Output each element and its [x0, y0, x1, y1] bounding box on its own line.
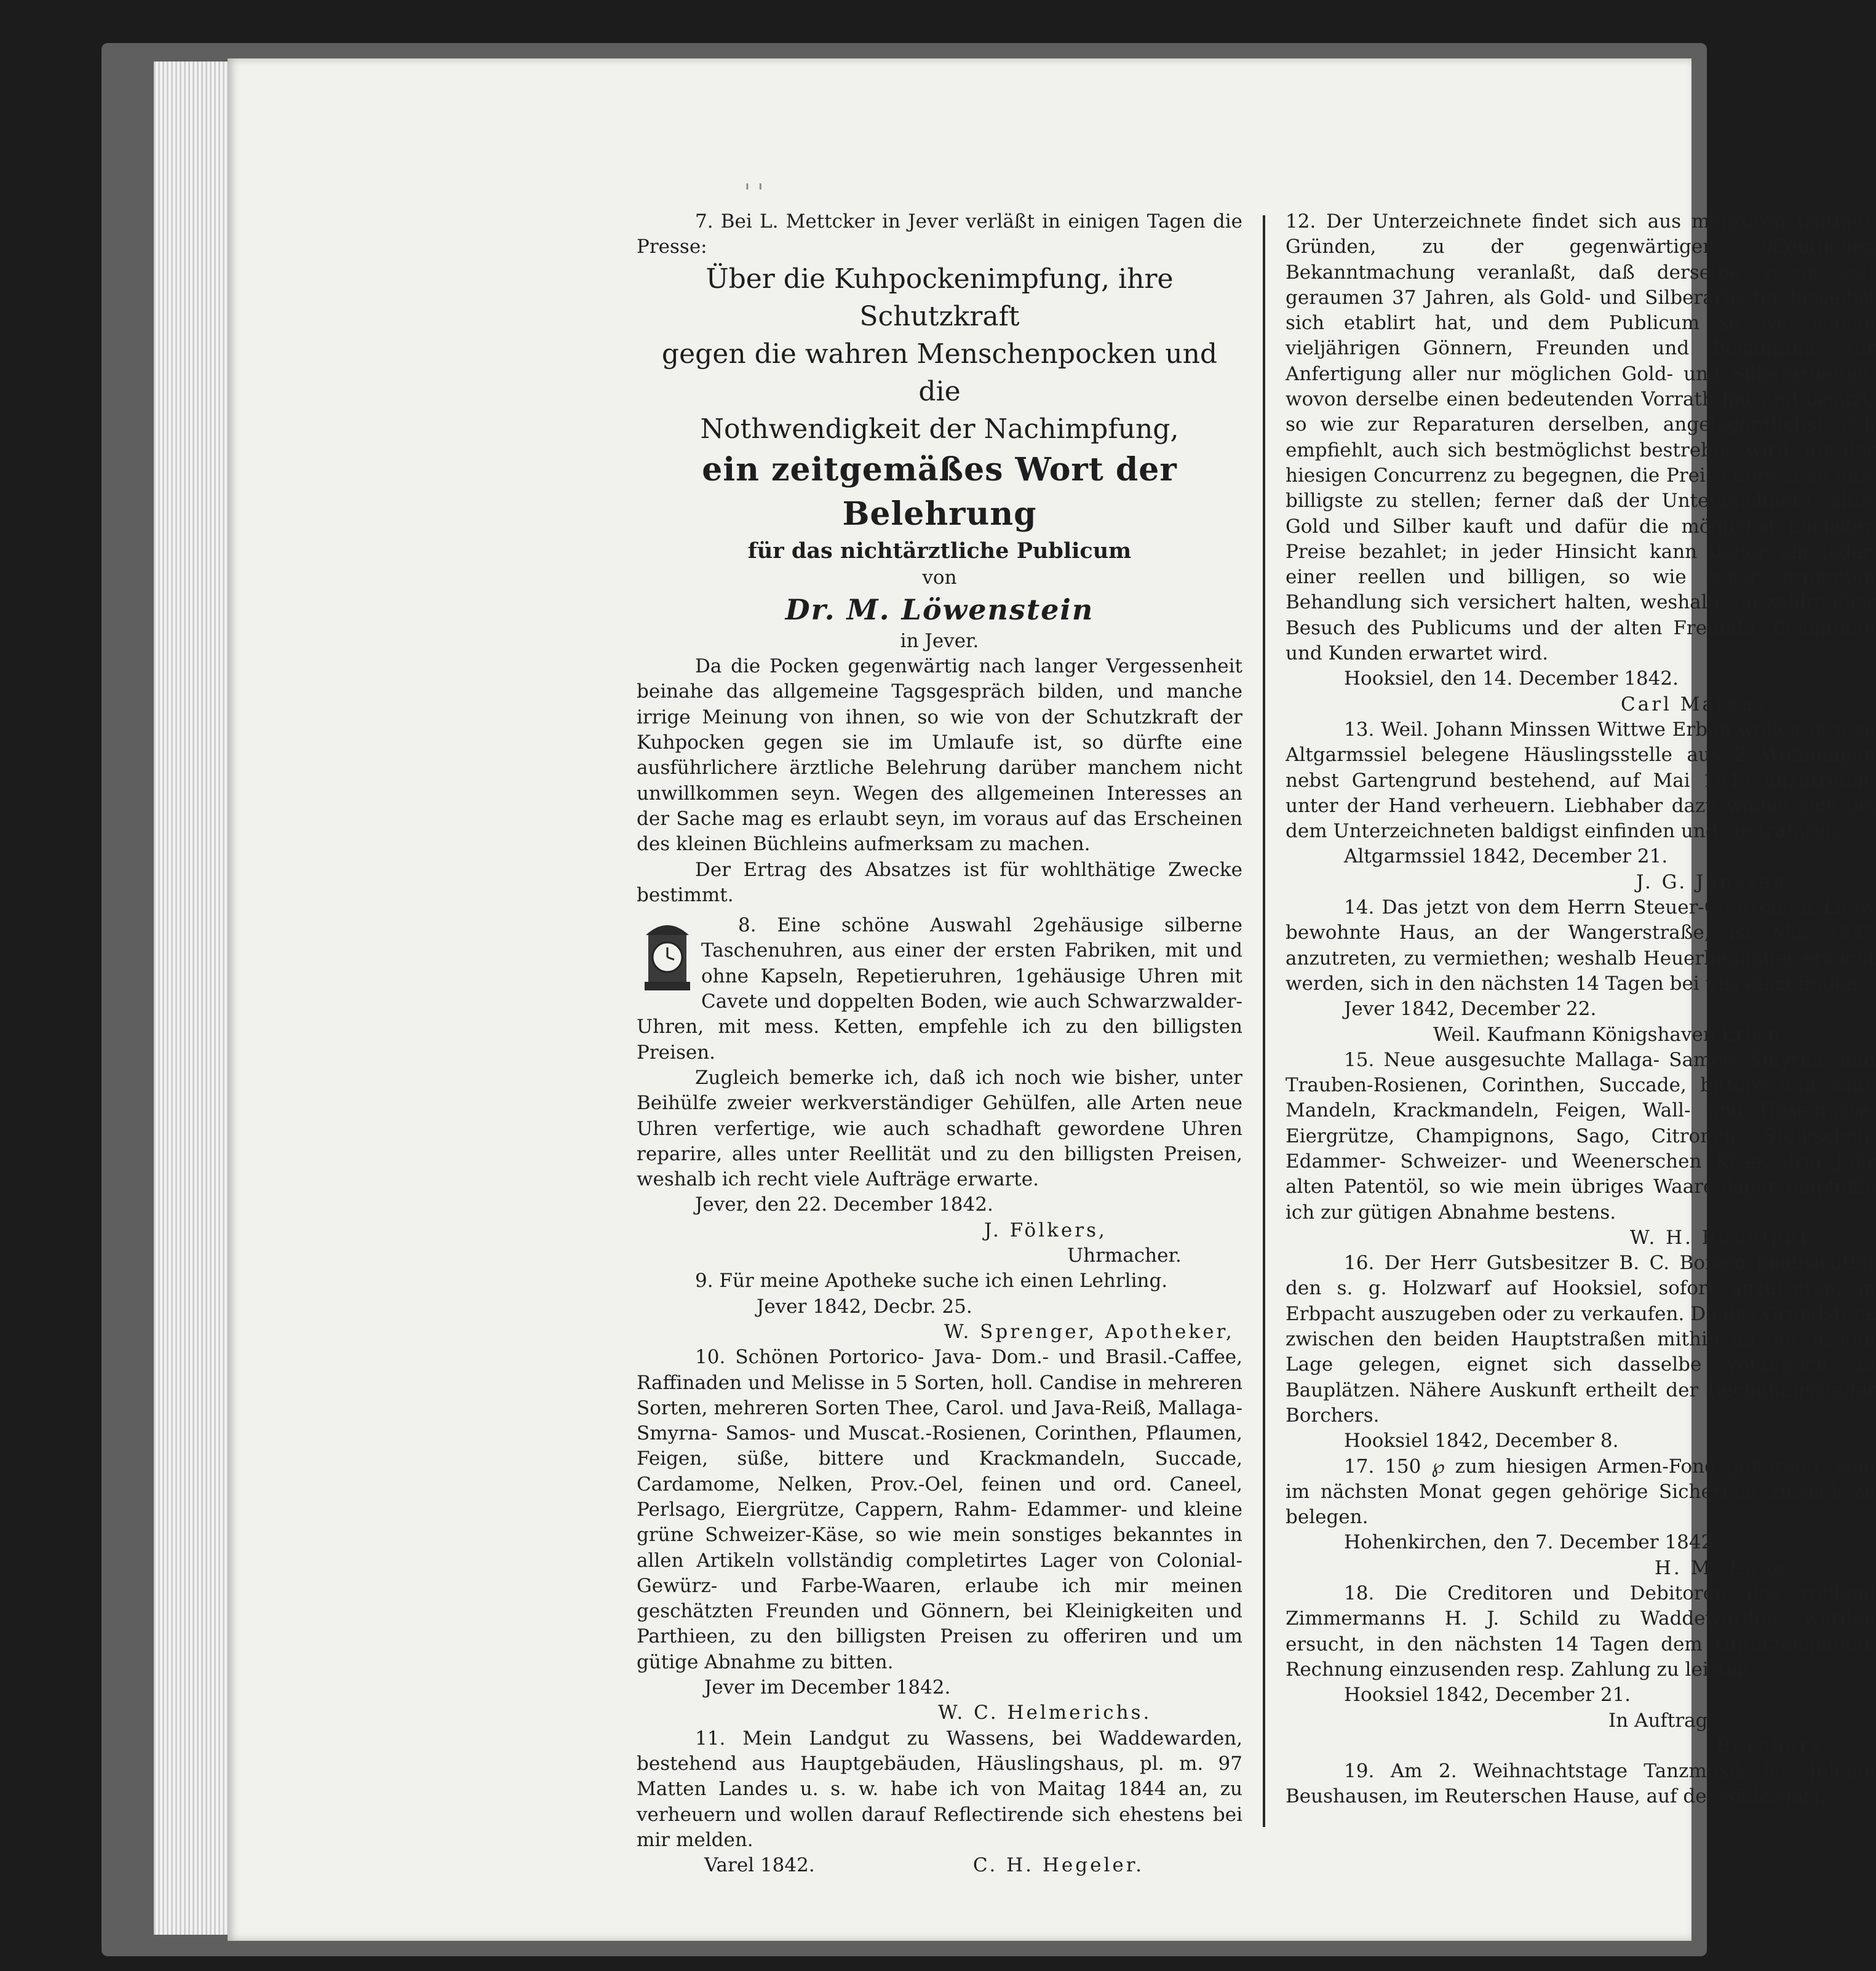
notice-13 [1286, 717, 1876, 895]
notice-14 [1286, 895, 1876, 1048]
blackletter-title: ein zeitgemäßes Wort der Belehrung [702, 450, 1177, 533]
notice-14-signature: Weil. Kaufmann Königshaven Erben. [1433, 1023, 1787, 1046]
notice-13-signature: J. G. Janssen. [1636, 870, 1796, 893]
notice-10 [637, 1345, 1242, 1726]
notice-7 [637, 209, 1242, 908]
title-line-1: Über die Kuhpockenimpfung, ihre Schutzkraft [705, 263, 1174, 332]
notice-11 [637, 1726, 1242, 1879]
left-column [637, 209, 1242, 1878]
notice-14-date: Jever 1842, December 22. [1344, 998, 1597, 1021]
notice-18-date: Hooksiel 1842, December 21. [1344, 1684, 1631, 1706]
page-edges [154, 62, 234, 1935]
notice-10-body: 10. Schönen Portorico- Java- Dom.- und Brasil.-Caffee, Raffinaden und Melisse in 5 Sorten, holl. Candise in mehreren Sorten, mehreren Sorten Thee, Carol. und Java-Reiß, Mallaga- Smyrna- Samos- und Muscat.-Rosienen, Corinthen, Pflaumen, Feigen, süße, bittere und Krackmandeln, Succade, Cardamome, Nelken, Prov.-Oel, feinen und ord. Caneel, Perlsago, Eiergrütze, Cappern, Rahm- Edammer- und kleine grüne Schweizer-Käse, so wie mein sonstiges bekanntes in allen Artikeln vollständig completirtes Lager von Colonial- Gewürz- und Farbe-Waaren, erlaube ich mir meinen geschätzten Freunden und Gönnern, bei Kleinigkeiten und Parthieen, zu den billigsten Preisen zu offeriren und um gütige Abnahme zu bitten. [637, 1346, 1242, 1673]
title-line-2: gegen die wahren Menschenpocken und die [661, 338, 1218, 407]
author-place: in Jever. [900, 629, 979, 652]
notice-16-date: Hooksiel 1842, December 8. [1344, 1430, 1619, 1452]
notice-18-signature: In Auftrag [1608, 1709, 1708, 1732]
newspaper-page [228, 58, 1876, 1941]
notice-16-body: 16. Der Herr Gutsbesitzer B. C. Boiken beabsichtigt den s. g. Holzwarf auf Hooksiel, sofort anzutreten, in Erbpacht auszugeben oder zu verkaufen. Da das Grundstück zwischen den beiden Hauptstraßen mithin an der besten Lage gelegen, eignet sich dasselbe vorzüglich zu Bauplätzen. Nähere Auskunft ertheilt der Rechnungssteller Borchers. [1286, 1252, 1876, 1427]
notice-18 [1286, 1581, 1876, 1759]
notice-12 [1286, 209, 1876, 717]
notice-8 [637, 913, 1242, 1268]
notice-16 [1286, 1251, 1876, 1454]
notice-12-date: Hooksiel, den 14. December 1842. [1344, 667, 1679, 690]
notice-18-body: 18. Die Creditoren und Debitoren des weiland Zimmermanns H. J. Schild zu Waddewarden, werden ersucht, in den nächsten 14 Tagen dem Unterzeichneten Rechnung einzusenden resp. Zahlung zu leisten. [1286, 1582, 1876, 1681]
notice-7-body2: Der Ertrag des Absatzes ist für wohlthätige Zwecke bestimmt. [637, 858, 1242, 906]
subtitle: für das nichtärztliche Publicum [747, 538, 1132, 563]
notice-9 [637, 1268, 1242, 1345]
notice-11-date: Varel 1842. [704, 1854, 815, 1877]
notice-18-signature-name: Borchers. [1716, 1734, 1832, 1757]
column-divider [1263, 215, 1265, 1827]
notice-12-body: 12. Der Unterzeichnete findet sich aus mehreren triftigen Gründen, zu der gegenwärtigen öffentlichen Bekanntmachung veranlaßt, daß derselbe schon seit geraumen 37 Jahren, als Gold- und Silberarbeiter hieselbst sich etablirt hat, und dem Publicum so wie seinen vieljährigen Gönnern, Freunden und Bekannten, zur Anfertigung aller nur möglichen Gold- und Silberarbeiten, wovon derselbe einen bedeutenden Vorrath hat und besitzt, so wie zur Reparaturen derselben, angelegentlichst sich empfiehlt, auch sich bestmöglichst bestreben wird, um der hiesigen Concurrenz zu begegnen, die Preise derselben aufs billigste zu stellen; ferner daß der Unterzeichnete, altes Gold und Silber kauft und dafür die möglichst höchsten Preise bezahlet; in jeder Hinsicht kann daher ein jeder, einer reellen und billigen, so wie einer prompten Behandlung sich versichert halten, weshalb ein zahlreicher Besuch des Publicums und der alten Freunde, Bekannten und Kunden erwartet wird. [1286, 210, 1876, 665]
notice-8-signature-title: Uhrmacher. [1067, 1244, 1182, 1267]
notice-9-body: 9. Für meine Apotheke suche ich einen Lehrling. [695, 1270, 1168, 1292]
notice-11-signature: C. H. Hegeler. [972, 1854, 1144, 1877]
notice-15-body: 15. Neue ausgesuchte Mallaga- Samos- Smyrna- und Trauben-Rosienen, Corinthen, Succade, bittere und süße Mandeln, Krackmandeln, Feigen, Wall- und Haselnüsse, Eiergrütze, Champignons, Sago, Citronen, Stolkschen- Edammer- Schweizer- und Weenerschen Käse, drei Jahr alten Patentöl, so wie mein übriges Waarenlager empfehle ich zur gütigen Abnahme bestens. [1286, 1048, 1876, 1224]
notice-17-date: Hohenkirchen, den 7. December 1842. [1344, 1531, 1720, 1554]
notice-10-date: Jever im December 1842. [704, 1676, 951, 1699]
author-name: Dr. M. Löwenstein [785, 592, 1094, 626]
pencil-mark: ' ' [744, 180, 764, 205]
notice-13-date: Altgarmssiel 1842, December 21. [1344, 845, 1668, 868]
notice-10-signature: W. C. Helmerichs. [938, 1702, 1152, 1724]
notice-15-signature: W. H. Rudolphi. [1630, 1226, 1818, 1249]
notice-13-body: 13. Weil. Johann Minssen Wittwe Erben wollen ihre zu Altgarmssiel belegene Häuslingsstelle aus 2 Wohnungen nebst Gartengrund bestehend, auf Mai 1843 anzutreten, unter der Hand verheuern. Liebhaber dazu wollen sich bei dem Unterzeichneten baldigst einfinden und contrahiren. [1286, 718, 1876, 843]
title-line-3: Nothwendigkeit der Nachimpfung, [700, 413, 1179, 445]
notice-19 [1286, 1759, 1876, 1810]
notice-9-date: Jever 1842, Decbr. 25. [757, 1295, 972, 1318]
notice-17-body: 17. 150 ℘ zum hiesigen Armen-Fond gehörend, sind im nächsten Monat gegen gehörige Sicherheit zinslich zu belegen. [1286, 1455, 1876, 1529]
notice-11-body: 11. Mein Landgut zu Wassens, bei Waddewarden, bestehend aus Hauptgebäuden, Häuslingshaus, pl. m. 97 Matten Landes u. s. w. habe ich von Maitag 1844 an, zu verheuern und wollen darauf Reflectirende sich ehestens bei mir melden. [637, 1727, 1242, 1851]
notice-7-body: Da die Pocken gegenwärtig nach langer Vergessenheit beinahe das allgemeine Tagsgespräch bilden, und manche irrige Meinung von ihnen, so wie von der Schutzkraft der Kuhpocken gegen sie im Umlaufe ist, so dürfte eine ausführlichere ärztliche Belehrung darüber manchem nicht unwillkommen seyn. Wegen des allgemeinen Interesses an der Sache mag es erlaubt seyn, im voraus auf das Erscheinen des kleinen Büchleins aufmerksam zu machen. [637, 655, 1242, 856]
notice-12-signature: Carl Marcus. [1621, 693, 1776, 715]
notice-8-body2: Zugleich bemerke ich, daß ich noch wie bisher, unter Beihülfe zweier werkverständiger Gehülfen, alle Arten neue Uhren verfertige, wie auch schadhaft gewordene Uhren reparire, alles unter Reellität und zu den billigsten Preisen, weshalb ich recht viele Aufträge erwarte. [637, 1066, 1242, 1191]
notice-14-body: 14. Das jetzt von dem Herrn Steuer-Controlleur Lauw bewohnte Haus, an der Wangerstraße, ist Mai 1843 anzutreten, zu vermiethen; weshalb Heuerliebhaber ersucht werden, sich in den nächsten 14 Tagen bei uns einzufinden. [1286, 896, 1876, 995]
notice-8-signature: J. Fölkers, [984, 1219, 1107, 1241]
notice-15 [1286, 1048, 1876, 1251]
clock-icon [640, 917, 695, 993]
notice-19-body: 19. Am 2. Weihnachtstage Tanzmusik bei Johann Beushausen, im Reuterschen Hause, auf der Südergast, [1286, 1760, 1876, 1808]
notice-17-signature: H. M. Lohe. [1655, 1556, 1796, 1579]
notice-7-intro: 7. Bei L. Mettcker in Jever verläßt in einigen Tagen die Presse: [637, 210, 1242, 258]
notice-8-date: Jever, den 22. December 1842. [695, 1193, 993, 1216]
notice-8-body: 8. Eine schöne Auswahl 2gehäusige silberne Taschenuhren, aus einer der ersten Fabriken, mit und ohne Kapseln, Repetieruhren, 1gehäusige Uhren mit Cavete und doppelten Boden, wie auch Schwarzwalder-Uhren, mit mess. Ketten, empfehle ich zu den billigsten Preisen. [637, 914, 1242, 1064]
notice-9-signature: W. Sprenger, Apotheker, [944, 1320, 1234, 1343]
von-label: von [922, 566, 957, 589]
notice-17 [1286, 1454, 1876, 1581]
right-column [1286, 209, 1876, 1810]
